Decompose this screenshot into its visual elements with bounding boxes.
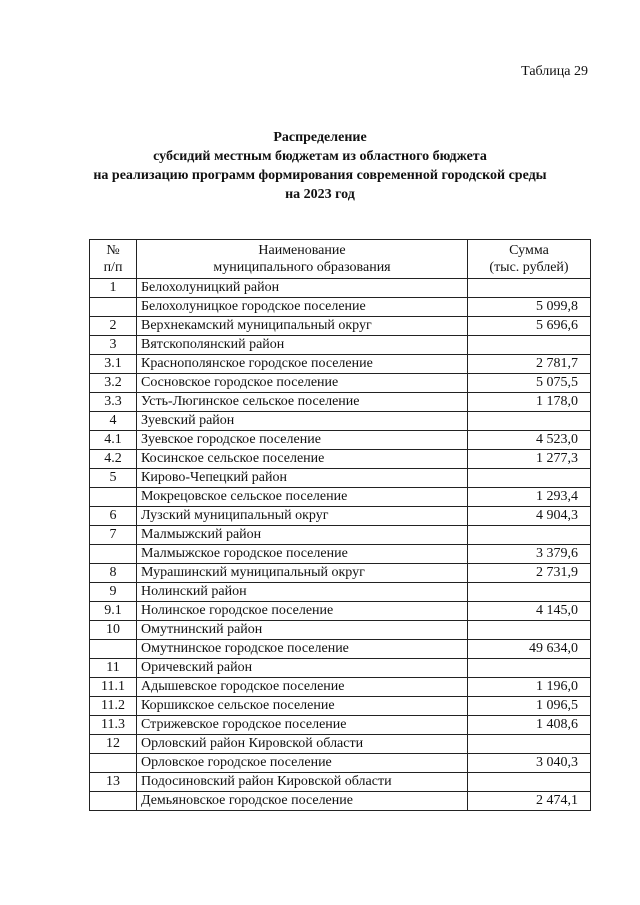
row-number-cell bbox=[90, 298, 137, 317]
row-name-cell: Адышевское городское поселение bbox=[137, 678, 468, 697]
row-sum-cell: 5 099,8 bbox=[468, 298, 591, 317]
row-name-cell: Омутнинский район bbox=[137, 621, 468, 640]
table-body bbox=[90, 279, 591, 811]
row-name-cell: Зуевское городское поселение bbox=[137, 431, 468, 450]
row-number-cell: 12 bbox=[90, 735, 137, 754]
row-sum-cell: 5 696,6 bbox=[468, 317, 591, 336]
table-row bbox=[90, 716, 591, 735]
row-name-cell: Мурашинский муниципальный округ bbox=[137, 564, 468, 583]
row-name-cell: Орловский район Кировской области bbox=[137, 735, 468, 754]
row-name-cell: Косинское сельское поселение bbox=[137, 450, 468, 469]
row-name-cell: Мокрецовское сельское поселение bbox=[137, 488, 468, 507]
table-row bbox=[90, 374, 591, 393]
row-number-cell: 6 bbox=[90, 507, 137, 526]
row-number-cell: 8 bbox=[90, 564, 137, 583]
table-row bbox=[90, 507, 591, 526]
table-header-row bbox=[90, 240, 591, 279]
table-row bbox=[90, 602, 591, 621]
row-number-cell: 11.1 bbox=[90, 678, 137, 697]
row-sum-cell: 1 277,3 bbox=[468, 450, 591, 469]
table-row bbox=[90, 469, 591, 488]
row-sum-cell: 4 904,3 bbox=[468, 507, 591, 526]
row-number-cell: 11 bbox=[90, 659, 137, 678]
row-number-cell bbox=[90, 545, 137, 564]
row-sum-cell bbox=[468, 659, 591, 678]
row-name-cell: Лузский муниципальный округ bbox=[137, 507, 468, 526]
header-name-line1: Наименование bbox=[258, 243, 346, 258]
row-name-cell: Орловское городское поселение bbox=[137, 754, 468, 773]
row-sum-cell bbox=[468, 735, 591, 754]
row-name-cell: Демьяновское городское поселение bbox=[137, 792, 468, 811]
row-number-cell bbox=[90, 488, 137, 507]
row-sum-cell bbox=[468, 336, 591, 355]
row-number-cell: 4.1 bbox=[90, 431, 137, 450]
row-sum-cell: 1 096,5 bbox=[468, 697, 591, 716]
table-row bbox=[90, 697, 591, 716]
row-sum-cell: 2 781,7 bbox=[468, 355, 591, 374]
row-sum-cell: 2 731,9 bbox=[468, 564, 591, 583]
row-number-cell: 4 bbox=[90, 412, 137, 431]
table-row bbox=[90, 355, 591, 374]
row-name-cell: Малмыжское городское поселение bbox=[137, 545, 468, 564]
table-row bbox=[90, 621, 591, 640]
row-number-cell bbox=[90, 792, 137, 811]
row-sum-cell: 1 196,0 bbox=[468, 678, 591, 697]
row-number-cell: 10 bbox=[90, 621, 137, 640]
row-number-cell: 1 bbox=[90, 279, 137, 298]
row-number-cell: 13 bbox=[90, 773, 137, 792]
row-sum-cell: 1 293,4 bbox=[468, 488, 591, 507]
header-sum-line1: Сумма bbox=[509, 243, 549, 258]
table-row bbox=[90, 564, 591, 583]
row-number-cell: 2 bbox=[90, 317, 137, 336]
table-row bbox=[90, 583, 591, 602]
table-row bbox=[90, 317, 591, 336]
row-sum-cell: 1 178,0 bbox=[468, 393, 591, 412]
row-name-cell: Краснополянское городское поселение bbox=[137, 355, 468, 374]
row-sum-cell bbox=[468, 412, 591, 431]
table-row bbox=[90, 754, 591, 773]
table-row bbox=[90, 545, 591, 564]
header-num bbox=[90, 240, 137, 279]
row-name-cell: Стрижевское городское поселение bbox=[137, 716, 468, 735]
title-line: на реализацию программ формирования современной городской среды bbox=[93, 168, 547, 183]
title-line: на 2023 год bbox=[285, 187, 355, 202]
table-row bbox=[90, 298, 591, 317]
row-number-cell: 4.2 bbox=[90, 450, 137, 469]
row-name-cell: Малмыжский район bbox=[137, 526, 468, 545]
row-sum-cell bbox=[468, 279, 591, 298]
table-row bbox=[90, 393, 591, 412]
row-number-cell: 9 bbox=[90, 583, 137, 602]
row-sum-cell bbox=[468, 621, 591, 640]
row-number-cell bbox=[90, 754, 137, 773]
row-number-cell: 11.2 bbox=[90, 697, 137, 716]
row-number-cell: 5 bbox=[90, 469, 137, 488]
row-sum-cell bbox=[468, 526, 591, 545]
row-name-cell: Верхнекамский муниципальный округ bbox=[137, 317, 468, 336]
row-sum-cell: 4 145,0 bbox=[468, 602, 591, 621]
row-sum-cell bbox=[468, 469, 591, 488]
row-number-cell: 3.2 bbox=[90, 374, 137, 393]
table-row bbox=[90, 412, 591, 431]
row-number-cell: 7 bbox=[90, 526, 137, 545]
table-row bbox=[90, 450, 591, 469]
title-line: Распределение bbox=[273, 130, 367, 145]
row-number-cell: 3 bbox=[90, 336, 137, 355]
row-sum-cell: 4 523,0 bbox=[468, 431, 591, 450]
header-sum bbox=[468, 240, 591, 279]
row-name-cell: Нолинский район bbox=[137, 583, 468, 602]
table-number: Таблица 29 bbox=[521, 64, 588, 79]
row-name-cell: Усть-Люгинское сельское поселение bbox=[137, 393, 468, 412]
header-name-line2: муниципального образования bbox=[213, 260, 391, 275]
table-row bbox=[90, 659, 591, 678]
table-row bbox=[90, 526, 591, 545]
row-name-cell: Зуевский район bbox=[137, 412, 468, 431]
row-name-cell: Белохолуницкое городское поселение bbox=[137, 298, 468, 317]
row-name-cell: Вятскополянский район bbox=[137, 336, 468, 355]
table-row bbox=[90, 640, 591, 659]
row-sum-cell: 1 408,6 bbox=[468, 716, 591, 735]
subsidy-table bbox=[89, 239, 591, 811]
header-num-line2: п/п bbox=[103, 260, 123, 275]
row-name-cell: Кирово-Чепецкий район bbox=[137, 469, 468, 488]
table-row bbox=[90, 488, 591, 507]
table-row bbox=[90, 431, 591, 450]
table-row bbox=[90, 773, 591, 792]
table-row bbox=[90, 792, 591, 811]
row-sum-cell: 3 379,6 bbox=[468, 545, 591, 564]
row-sum-cell: 49 634,0 bbox=[468, 640, 591, 659]
table-row bbox=[90, 336, 591, 355]
row-sum-cell bbox=[468, 583, 591, 602]
row-sum-cell: 5 075,5 bbox=[468, 374, 591, 393]
row-name-cell: Белохолуницкий район bbox=[137, 279, 468, 298]
row-name-cell: Нолинское городское поселение bbox=[137, 602, 468, 621]
table-row bbox=[90, 678, 591, 697]
row-name-cell: Омутнинское городское поселение bbox=[137, 640, 468, 659]
document-title bbox=[0, 128, 640, 204]
row-name-cell: Коршикское сельское поселение bbox=[137, 697, 468, 716]
row-sum-cell bbox=[468, 773, 591, 792]
header-num-line1: № bbox=[106, 243, 120, 258]
header-sum-line2: (тыс. рублей) bbox=[489, 260, 569, 275]
row-number-cell: 3.3 bbox=[90, 393, 137, 412]
header-name bbox=[137, 240, 468, 279]
row-name-cell: Оричевский район bbox=[137, 659, 468, 678]
row-sum-cell: 3 040,3 bbox=[468, 754, 591, 773]
row-number-cell: 9.1 bbox=[90, 602, 137, 621]
row-number-cell bbox=[90, 640, 137, 659]
row-number-cell: 11.3 bbox=[90, 716, 137, 735]
table-row bbox=[90, 735, 591, 754]
row-name-cell: Сосновское городское поселение bbox=[137, 374, 468, 393]
title-line: субсидий местным бюджетам из областного бюджета bbox=[153, 149, 487, 164]
row-sum-cell: 2 474,1 bbox=[468, 792, 591, 811]
row-name-cell: Подосиновский район Кировской области bbox=[137, 773, 468, 792]
table-row bbox=[90, 279, 591, 298]
row-number-cell: 3.1 bbox=[90, 355, 137, 374]
